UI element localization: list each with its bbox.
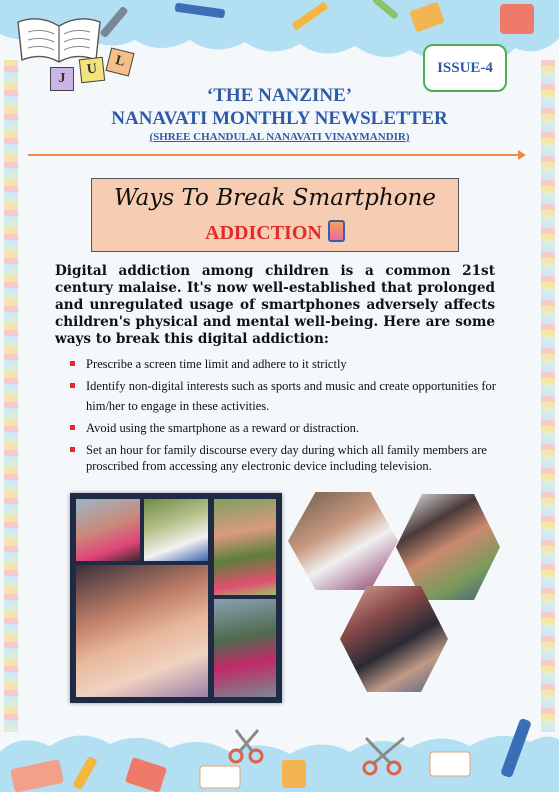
family-photo [76, 565, 208, 697]
header-divider [28, 154, 520, 156]
family-photo [214, 499, 276, 595]
newsletter-title: ‘THE NANZINE’ [206, 85, 353, 106]
family-photo [76, 499, 140, 561]
list-item: Set an hour for family discourse every day during which all family members are proscribed from accessing any electronic device including television. [70, 440, 500, 474]
article-heading-box [91, 178, 459, 252]
right-pencil-border [541, 60, 555, 732]
scissors-icon [228, 728, 268, 764]
scissors-icon [360, 736, 410, 776]
school-name: (SHREE CHANDULAL NANAVATI VINAYMANDIR) [149, 131, 410, 143]
family-photo-hexagon [396, 494, 500, 600]
family-photo [214, 599, 276, 697]
month-letter-box: L [105, 47, 134, 76]
addiction-label: ADDICTION [205, 222, 322, 244]
list-item: Identify non-digital interests such as sports and music and create opportunities for him/her to engage in these activities. [70, 376, 500, 416]
photo-collage [70, 493, 282, 703]
issue-badge: ISSUE-4 [423, 44, 507, 92]
article-heading-emphasis [92, 220, 458, 245]
family-photo-hexagon [340, 586, 448, 692]
list-item: Avoid using the smartphone as a reward or distraction. [70, 418, 500, 438]
left-pencil-border [4, 60, 18, 732]
family-photo [144, 499, 208, 561]
month-letter-box: U [79, 57, 105, 83]
article-heading: Ways To Break Smartphone [114, 185, 436, 211]
tips-list [70, 354, 500, 474]
family-photo-hexagon [288, 492, 398, 590]
month-letter-box: J [50, 67, 74, 91]
list-item: Prescribe a screen time limit and adhere to it strictly [70, 354, 500, 374]
article-intro: Digital addiction among children is a common 21st century malaise. It's now well-established that prolonged and unregulated usage of smartphones adversely affects children's physical and mental well-being. Here are some ways to break this digital addiction: [55, 263, 495, 347]
bottom-cloud-decoration [0, 712, 559, 792]
smartphone-icon [328, 220, 345, 242]
newsletter-subtitle: NANAVATI MONTHLY NEWSLETTER [111, 108, 448, 129]
